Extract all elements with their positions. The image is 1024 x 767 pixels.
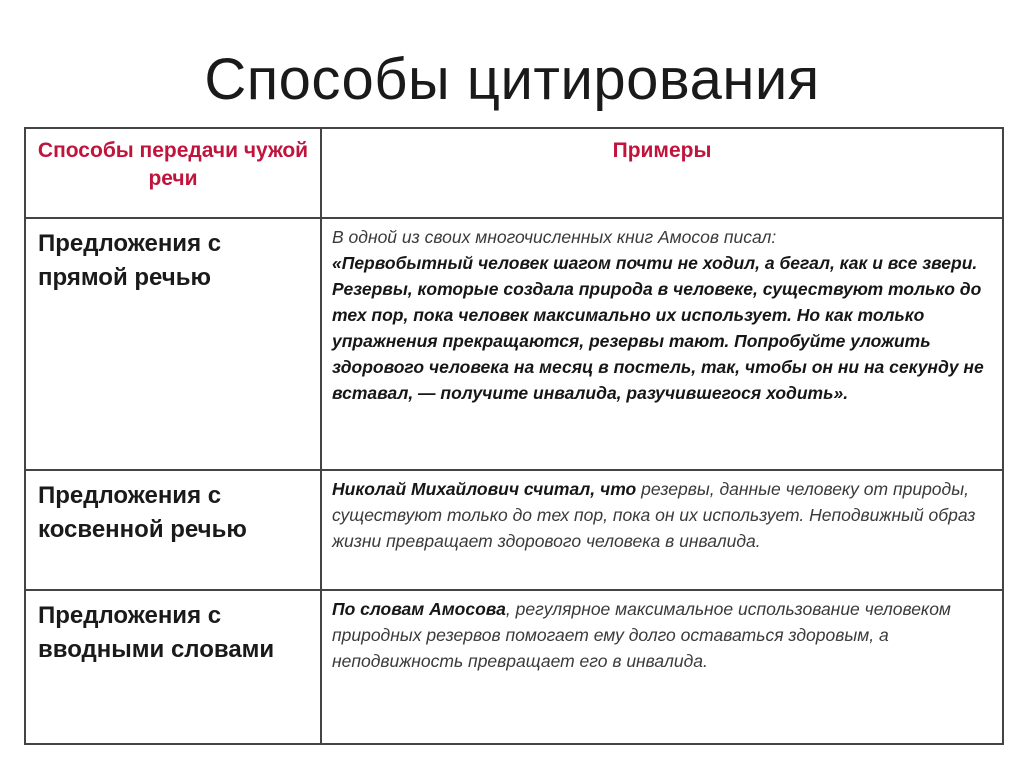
table-row xyxy=(25,470,1003,590)
example-text: , регулярное максимальное использование человеком природных резервов помогает ему долго оставаться здоровым, а неподвижность превращает его в инвалида. xyxy=(332,599,951,671)
header-examples: Примеры xyxy=(321,128,1003,218)
example-indirect-speech xyxy=(321,470,1003,590)
method-introductory-words: Предложения с вводными словами xyxy=(25,590,321,744)
table-row xyxy=(25,590,1003,744)
example-direct-speech xyxy=(321,218,1003,470)
example-lead: Николай Михайлович считал, что xyxy=(332,479,637,499)
example-lead: По словам Амосова xyxy=(332,599,506,619)
table-header-row xyxy=(25,128,1003,218)
example-text: резервы, данные человеку от природы, существуют только до тех пор, пока он их использует. Неподвижный образ жизни превращает здорового человека в инвалида. xyxy=(332,479,976,551)
table-row xyxy=(25,218,1003,470)
example-introductory-words xyxy=(321,590,1003,744)
example-intro: В одной из своих многочисленных книг Амосов писал: xyxy=(332,227,777,247)
slide-title: Способы цитирования xyxy=(204,47,820,112)
example-quote: «Первобытный человек шагом почти не ходил, а бегал, как и все звери. Резервы, которые создала природа в человеке, существуют только до тех пор, пока человек максимально их использует. Но как только упражнения прекращаются, резервы тают. Попробуйте уложить здорового человека на месяц в постель, так, чтобы он ни на секунду не вставал, — получите инвалида, разучившегося ходить». xyxy=(332,253,984,403)
method-direct-speech: Предложения с прямой речью xyxy=(25,218,321,470)
citation-methods-table xyxy=(24,127,1004,745)
header-methods: Способы передачи чужой речи xyxy=(25,128,321,218)
method-indirect-speech: Предложения с косвенной речью xyxy=(25,470,321,590)
